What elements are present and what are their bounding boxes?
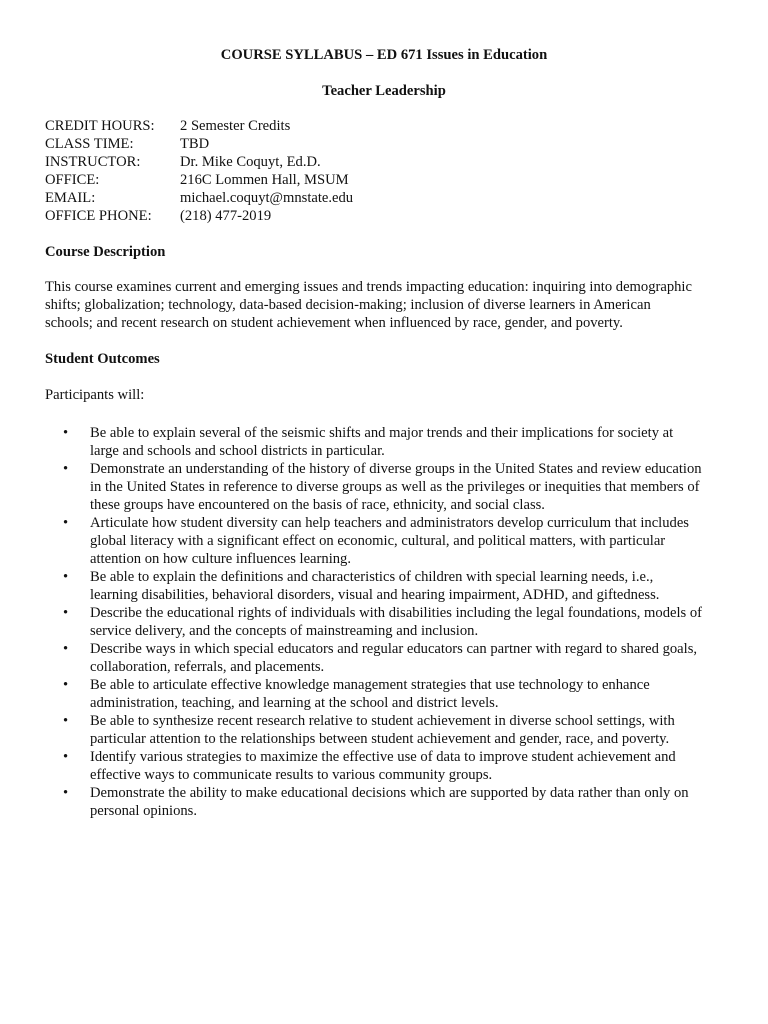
document-title: COURSE SYLLABUS – ED 671 Issues in Education (220, 47, 548, 63)
course-description-body (45, 278, 725, 332)
info-value-class-time: TBD (180, 136, 210, 152)
info-value-credit-hours: 2 Semester Credits (180, 118, 291, 134)
info-value-email: michael.coquyt@mnstate.edu (180, 190, 354, 206)
bullet-icon: • (63, 749, 69, 765)
outcome-line: collaboration, referrals, and placements. (90, 659, 325, 675)
info-row (45, 153, 725, 171)
description-line: This course examines current and emerging issues and trends impacting education: inquiring into demographic (45, 279, 692, 295)
outcome-item (63, 748, 727, 784)
outcome-line: large and schools and school districts in particular. (90, 443, 385, 459)
outcome-line: Be able to articulate effective knowledge management strategies that use technology to enhance (90, 677, 650, 693)
outcome-line: learning disabilities, behavioral disorders, visual and hearing impairment, ADHD, and giftedness. (90, 587, 660, 603)
outcome-item (63, 424, 727, 460)
outcome-line: Describe ways in which special educators and regular educators can partner with regard to shared goals, (90, 641, 698, 657)
outcome-item (63, 784, 727, 820)
outcome-line: Be able to explain the definitions and characteristics of children with special learning needs, i.e., (90, 569, 654, 585)
info-value-office-phone: (218) 477-2019 (180, 208, 272, 224)
outcome-line: Be able to explain several of the seismic shifts and major trends and their implications for society at (90, 425, 674, 441)
info-row (45, 135, 725, 153)
outcome-line: Identify various strategies to maximize the effective use of data to improve student achievement and (90, 749, 676, 765)
outcomes-intro: Participants will: (45, 387, 145, 403)
outcome-item (63, 712, 727, 748)
info-row (45, 171, 725, 189)
outcome-line: Demonstrate an understanding of the history of diverse groups in the United States and review education (90, 461, 702, 477)
bullet-icon: • (63, 605, 69, 621)
outcome-line: Articulate how student diversity can help teachers and administrators develop curriculum that includes (90, 515, 689, 531)
outcome-item (63, 568, 727, 604)
outcome-line: Be able to synthesize recent research relative to student achievement in diverse school settings, with (90, 713, 675, 729)
bullet-icon: • (63, 425, 69, 441)
outcome-line: service delivery, and the concepts of mainstreaming and inclusion. (90, 623, 479, 639)
outcome-line: administration, teaching, and learning at the school and district levels. (90, 695, 499, 711)
bullet-icon: • (63, 569, 69, 585)
outcome-line: particular attention to the relationships between student achievement and gender, race, and poverty. (90, 731, 670, 747)
outcomes-list (63, 424, 727, 820)
outcome-line: in the United States in reference to diverse groups as well as the privileges or inequities that members of (90, 479, 700, 495)
outcome-item (63, 514, 727, 568)
info-row (45, 117, 725, 135)
outcome-item (63, 460, 727, 514)
outcome-item (63, 676, 727, 712)
document-subtitle: Teacher Leadership (322, 83, 446, 99)
bullet-icon: • (63, 515, 69, 531)
course-info (45, 117, 725, 225)
outcome-line: these groups have encountered on the basis of race, ethnicity, and social class. (90, 497, 545, 513)
outcome-line: Describe the educational rights of individuals with disabilities including the legal foundations, models of (90, 605, 703, 621)
description-line: schools; and recent research on student achievement when influenced by race, gender, and poverty. (45, 315, 623, 331)
bullet-icon: • (63, 677, 69, 693)
info-label-email: EMAIL: (45, 190, 96, 206)
info-label-credit-hours: CREDIT HOURS: (45, 118, 155, 134)
info-label-office: OFFICE: (45, 172, 100, 188)
outcome-item (63, 604, 727, 640)
bullet-icon: • (63, 461, 69, 477)
student-outcomes-heading: Student Outcomes (45, 351, 160, 367)
course-description-heading: Course Description (45, 244, 166, 260)
outcome-line: Demonstrate the ability to make educational decisions which are supported by data rather than only on (90, 785, 689, 801)
outcome-item (63, 640, 727, 676)
bullet-icon: • (63, 785, 69, 801)
info-value-office: 216C Lommen Hall, MSUM (180, 172, 349, 188)
info-label-class-time: CLASS TIME: (45, 136, 134, 152)
info-row (45, 189, 725, 207)
info-value-instructor: Dr. Mike Coquyt, Ed.D. (180, 154, 321, 170)
description-line: shifts; globalization; technology, data-based decision-making; inclusion of diverse learners in American (45, 297, 651, 313)
outcome-line: personal opinions. (90, 803, 198, 819)
info-row (45, 207, 725, 225)
info-label-office-phone: OFFICE PHONE: (45, 208, 152, 224)
info-label-instructor: INSTRUCTOR: (45, 154, 141, 170)
outcome-line: attention on how culture influences learning. (90, 551, 351, 567)
outcome-line: effective ways to communicate results to various community groups. (90, 767, 493, 783)
bullet-icon: • (63, 641, 69, 657)
outcome-line: global literacy with a significant effect on economic, cultural, and political matters, with particular (90, 533, 666, 549)
bullet-icon: • (63, 713, 69, 729)
